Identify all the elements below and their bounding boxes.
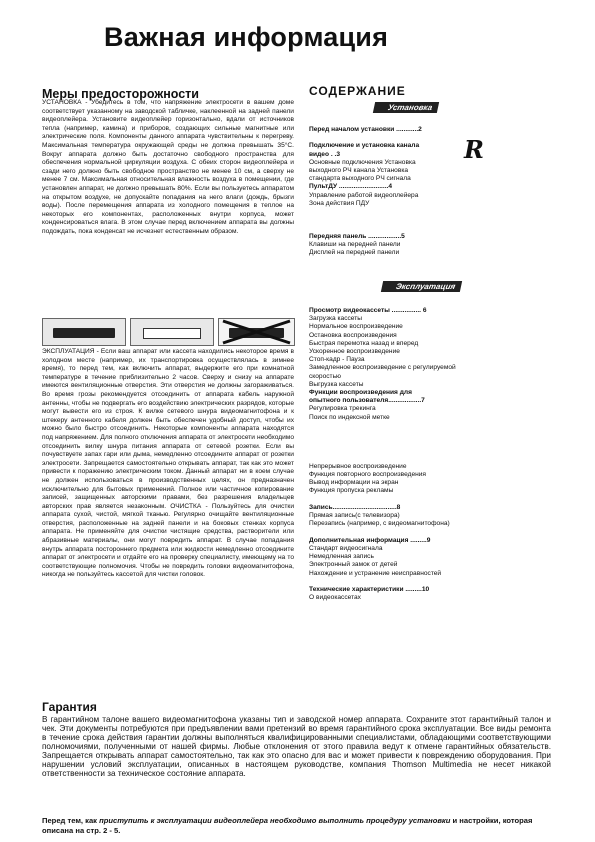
toc-line: Стоп-кадр - Пауза [309,356,365,364]
installation-text: УСТАНОВКА - Убедитесь в том, что напряжение электросети в вашем доме соответствует указанному на заводской табличке, наклеенной на задней панели видеоплейера. Установите видеоплейер горизонтально, вдали от источников тепла (например, камина) и приборов, создающих сильные магнитные или электрические поля. Компоненты данного аппарата чувствительны к перегреву. Максимальная температура окружающей среды не должна превышать 35°С. Вокруг аппарата должно быть достаточно свободного пространства для обеспечения нормальной циркуляции воздуха. С обеих сторон видеоплейера и сзади него должно быть свободное пространство не менее 10 см, а сверху не менее 7 см. Максимальная относительная влажность воздуха в помещении, где установлен аппарат, не должно превышать 80%. Если вы пользуетесь аппаратом на открытом воздухе, не допускайте попадания на него влаги (дождь, брызги воды). После перемещения аппарата из холодного помещения в теплое на некоторых его компонентах, расположенных внутри корпуса, может конденсироваться влага. В этом случае перед включением аппарата вы должны подождать, пока конденсат не исчезнет естественным образом. [42,99,294,235]
toc-line: Функция пропуска рекламы [309,487,394,495]
toc-line: Выгрузка кассеты [309,380,364,388]
footer-note: Перед тем, как приступить к эксплуатации видеоплейера необходимо выполнить процедуру установки и настройки, которая описана на стр. 2 - 5. [42,816,533,835]
warranty-heading: Гарантия [42,700,97,714]
toc-line: Непрерывное воспроизведение [309,462,407,470]
toc-line: Перезапись (например, с видеомагнитофона) [309,520,450,528]
vcr-illustration-1 [42,318,126,346]
toc-line: видео . .3 [309,150,340,158]
toc-line: опытного пользователя..................7 [309,397,425,405]
toc-line: Основные подключения Установка [309,158,416,166]
toc-line: Прямая запись(с телевизора) [309,512,400,520]
toc-line: выходного РЧ канала Установка [309,167,409,175]
toc-line [309,455,479,463]
toc-line: Дисплей на передней панели [309,249,400,257]
toc-line: Нормальное воспроизведение [309,323,403,331]
toc-line [309,496,479,504]
logo-icon: R [464,135,484,164]
toc-line: Просмотр видеокассеты ................ 6 [309,307,427,314]
toc-line: Дополнительная информация .........9 [309,536,431,544]
toc-line: Нахождение и устранение неисправностей [309,569,442,577]
toc-line [309,438,479,446]
toc-line [309,208,464,216]
toc-line: Подключение и установка канала [309,142,420,150]
precautions-heading: Меры предосторожности [42,87,199,101]
page-title: Важная информация [104,22,389,52]
toc-line: Технические характеристики .........10 [309,585,430,593]
toc-line [309,134,464,142]
toc-line: Передняя панель ..................5 [309,232,405,240]
toc-line [309,578,479,586]
toc-line: Поиск по индексной метке [309,413,390,421]
toc-line: Электронный замок от детей [309,561,398,569]
toc-line: Немедленная запись [309,553,374,561]
toc-line [309,446,479,454]
toc-line [309,216,464,224]
toc-line: Функция повторного воспроизведения [309,471,427,479]
toc-line [309,528,479,536]
operation-badge: Эксплуатация [381,281,463,292]
toc-install-list [309,126,464,257]
contents-heading: СОДЕРЖАНИЕ [309,84,406,98]
toc-operation-list [309,307,479,602]
warranty-text: В гарантийном талоне вашего видеомагнитофона указаны тип и заводской номер аппарата. Сохраните этот гарантийный талон и чек. Эти документы потребуются при предъявлении вами претензий во время гарантийного срока эксплуатации. Все виды ремонта в течение срока действия гарантии должны выполняться квалифицированными специалистами, обладающими соответствующими полномочиями, полученными от нашей фирмы. Любые отклонения от этого правила ведут к отмене гарантийных обязательств. Запрещается открывать аппарат самостоятельно, так как это опасно для вас и может привести к повреждению оборудования. При нарушении условий эксплуатации, описанных в настоящем руководстве, компания Thomson Multimedia не несет никакой ответственности за техническое состояние аппарата. [42,716,551,778]
toc-line: Управление работой видеоплейера [309,191,419,199]
toc-line [309,430,479,438]
vcr-illustration-2 [130,318,214,346]
toc-line: Быстрая перемотка назад и вперед [309,339,419,347]
toc-line: Вывод информации на экран [309,479,399,487]
toc-line [309,422,479,430]
toc-line: ПультДУ ...........................4 [309,183,393,191]
toc-line: Зона действия ПДУ [309,199,370,207]
toc-line: стандарта выходного РЧ сигнала [309,175,411,183]
toc-line: Перед началом установки ............2 [309,126,422,133]
vcr-illustration-crossed [218,318,295,346]
operation-text: ЭКСПЛУАТАЦИЯ - Если ваш аппарат или кассета находились некоторое время в холодном месте (например, их транспортировка осуществлялась в зимнее время), то перед тем, как включить аппарат, выдержите его при комнатной температуре в течение приблизительно 2 часов. Сверху и снизу на аппарате имеются вентиляционные отверстия. Эти отверстия не должны загораживаться. Во время грозы рекомендуется отсоединить от аппарата кабель наружной антенны, чтобы не подвергать его воздействию электрических разрядов, которые могут вывести его из строя. К вилке сетевого шнура видеомагнитофона и к штекеру антенного кабеля должен быть обеспечен удобный доступ, чтобы их можно было быстро отсоединить. Некоторые компоненты аппарата находятся под напряжением. Для полного отключения аппарата от электросети необходимо отсоединить вилку шнура питания аппарата от сетевой розетки. Если вы почувствуете запах гари или дыма, немедленно отсоедините аппарат от розетки электросети. Запрещается самостоятельно открывать аппарат, так как это может привести к поражению электрическим током. Данный аппарат ни в коем случае не должен использоваться в производственных целях, он предназначен исключительно для бытовых применений. Полное или частичное копирование записей, защищенных авторскими правами, без разрешения владельцев авторских прав является незаконным. ОЧИСТКА - Пользуйтесь для очистки аппарата сухой, чистой, мягкой тканью. Регулярно очищайте вентиляционные отверстия, расположенные на задней панели и на боковых стенках корпуса аппарата. Не применяйте для очистки чистящие средства, растворители или абразивные материалы, они могут повредить аппарат. В случае попадания внутрь аппарата постороннего предмета или жидкости немедленно отсоедините аппарат от электросети и отдайте его на проверку специалисту, имеющему на то соответствующие полномочия. Чтобы не повредить головки видеомагнитофона, никогда не пользуйтесь кассетой для чистки головок. [42,348,294,579]
toc-line: Остановка воспроизведения [309,331,397,339]
toc-line: Загрузка кассеты [309,315,362,323]
toc-line [309,224,464,232]
install-badge: Установка [373,102,440,113]
toc-line: Функции воспроизведения для [309,389,412,397]
toc-line: Ускоренное воспроизведение [309,348,400,356]
toc-line: О видеокассетах [309,594,361,602]
toc-line: Запись...................................8 [309,503,401,511]
toc-line: Клавиши на передней панели [309,240,401,248]
toc-line: Регулировка трекинга [309,405,376,413]
toc-line: Замедленное воспроизведение с регулируемой [309,364,456,372]
toc-line: скоростью [309,372,341,380]
toc-line: Стандарт видеосигнала [309,544,383,552]
